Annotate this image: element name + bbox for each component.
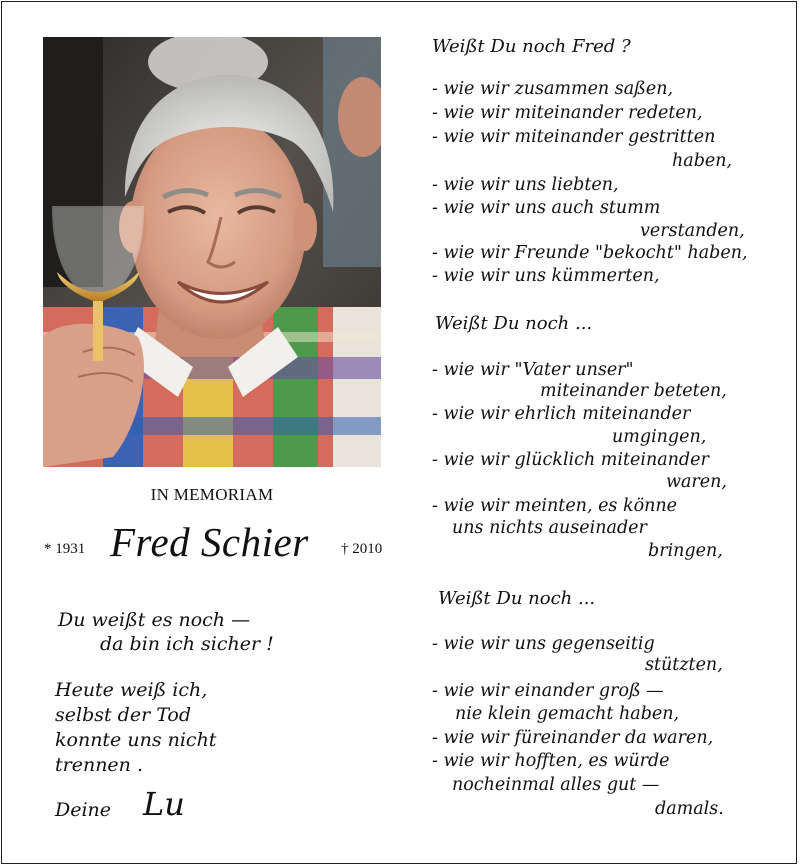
poem-line: - wie wir uns liebten, bbox=[432, 175, 619, 195]
poem-line: uns nichts auseinader bbox=[452, 518, 647, 538]
left-poem-line: selbst der Tod bbox=[55, 704, 191, 726]
poem-line: miteinander beteten, bbox=[540, 381, 727, 401]
poem-line: waren, bbox=[666, 472, 727, 492]
poem-line: damals. bbox=[655, 799, 724, 819]
stanza-heading: Weißt Du noch ... bbox=[438, 588, 596, 609]
poem-line: nie klein gemacht haben, bbox=[455, 704, 680, 724]
signature-name: Lu bbox=[143, 785, 185, 823]
stanza-heading: Weißt Du noch Fred ? bbox=[432, 36, 631, 57]
poem-line: - wie wir meinten, es könne bbox=[432, 496, 678, 516]
poem-line: - wie wir miteinander redeten, bbox=[432, 103, 703, 123]
left-poem-line: Heute weiß ich, bbox=[55, 679, 208, 701]
portrait-photo bbox=[43, 37, 381, 467]
signature-prefix: Deine bbox=[55, 799, 112, 821]
poem-line: bringen, bbox=[648, 541, 723, 561]
left-poem-line: trennen . bbox=[55, 754, 143, 776]
poem-line: - wie wir ehrlich miteinander bbox=[432, 404, 691, 424]
poem-line: umgingen, bbox=[612, 427, 707, 447]
left-poem-line: konnte uns nicht bbox=[55, 729, 217, 751]
left-poem-line: da bin ich sicher ! bbox=[100, 633, 274, 655]
poem-line: - wie wir glücklich miteinander bbox=[432, 450, 709, 470]
poem-line: - wie wir "Vater unser" bbox=[432, 360, 634, 380]
poem-line: - wie wir uns gegenseitig bbox=[432, 634, 655, 654]
poem-line: verstanden, bbox=[640, 221, 745, 241]
stanza-heading: Weißt Du noch ... bbox=[435, 313, 593, 334]
birth-year: * 1931 bbox=[44, 541, 86, 557]
in-memoriam-heading: IN MEMORIAM bbox=[150, 485, 274, 504]
poem-line: - wie wir uns kümmerten, bbox=[432, 266, 660, 286]
poem-line: - wie wir einander groß — bbox=[432, 681, 664, 701]
poem-line: - wie wir miteinander gestritten bbox=[432, 127, 716, 147]
poem-line: - wie wir füreinander da waren, bbox=[432, 728, 714, 748]
poem-line: stützten, bbox=[645, 655, 723, 675]
deceased-name: Fred Schier bbox=[110, 519, 309, 565]
poem-line: - wie wir zusammen saßen, bbox=[432, 79, 674, 99]
portrait-illustration bbox=[43, 37, 381, 467]
death-year: † 2010 bbox=[341, 541, 383, 557]
left-poem-line: Du weißt es noch — bbox=[58, 609, 251, 631]
poem-line: haben, bbox=[672, 151, 733, 171]
poem-line: - wie wir hofften, es würde bbox=[432, 751, 670, 771]
poem-line: - wie wir uns auch stumm bbox=[432, 198, 661, 218]
poem-line: - wie wir Freunde "bekocht" haben, bbox=[432, 243, 748, 263]
poem-line: nocheinmal alles gut — bbox=[452, 775, 660, 795]
